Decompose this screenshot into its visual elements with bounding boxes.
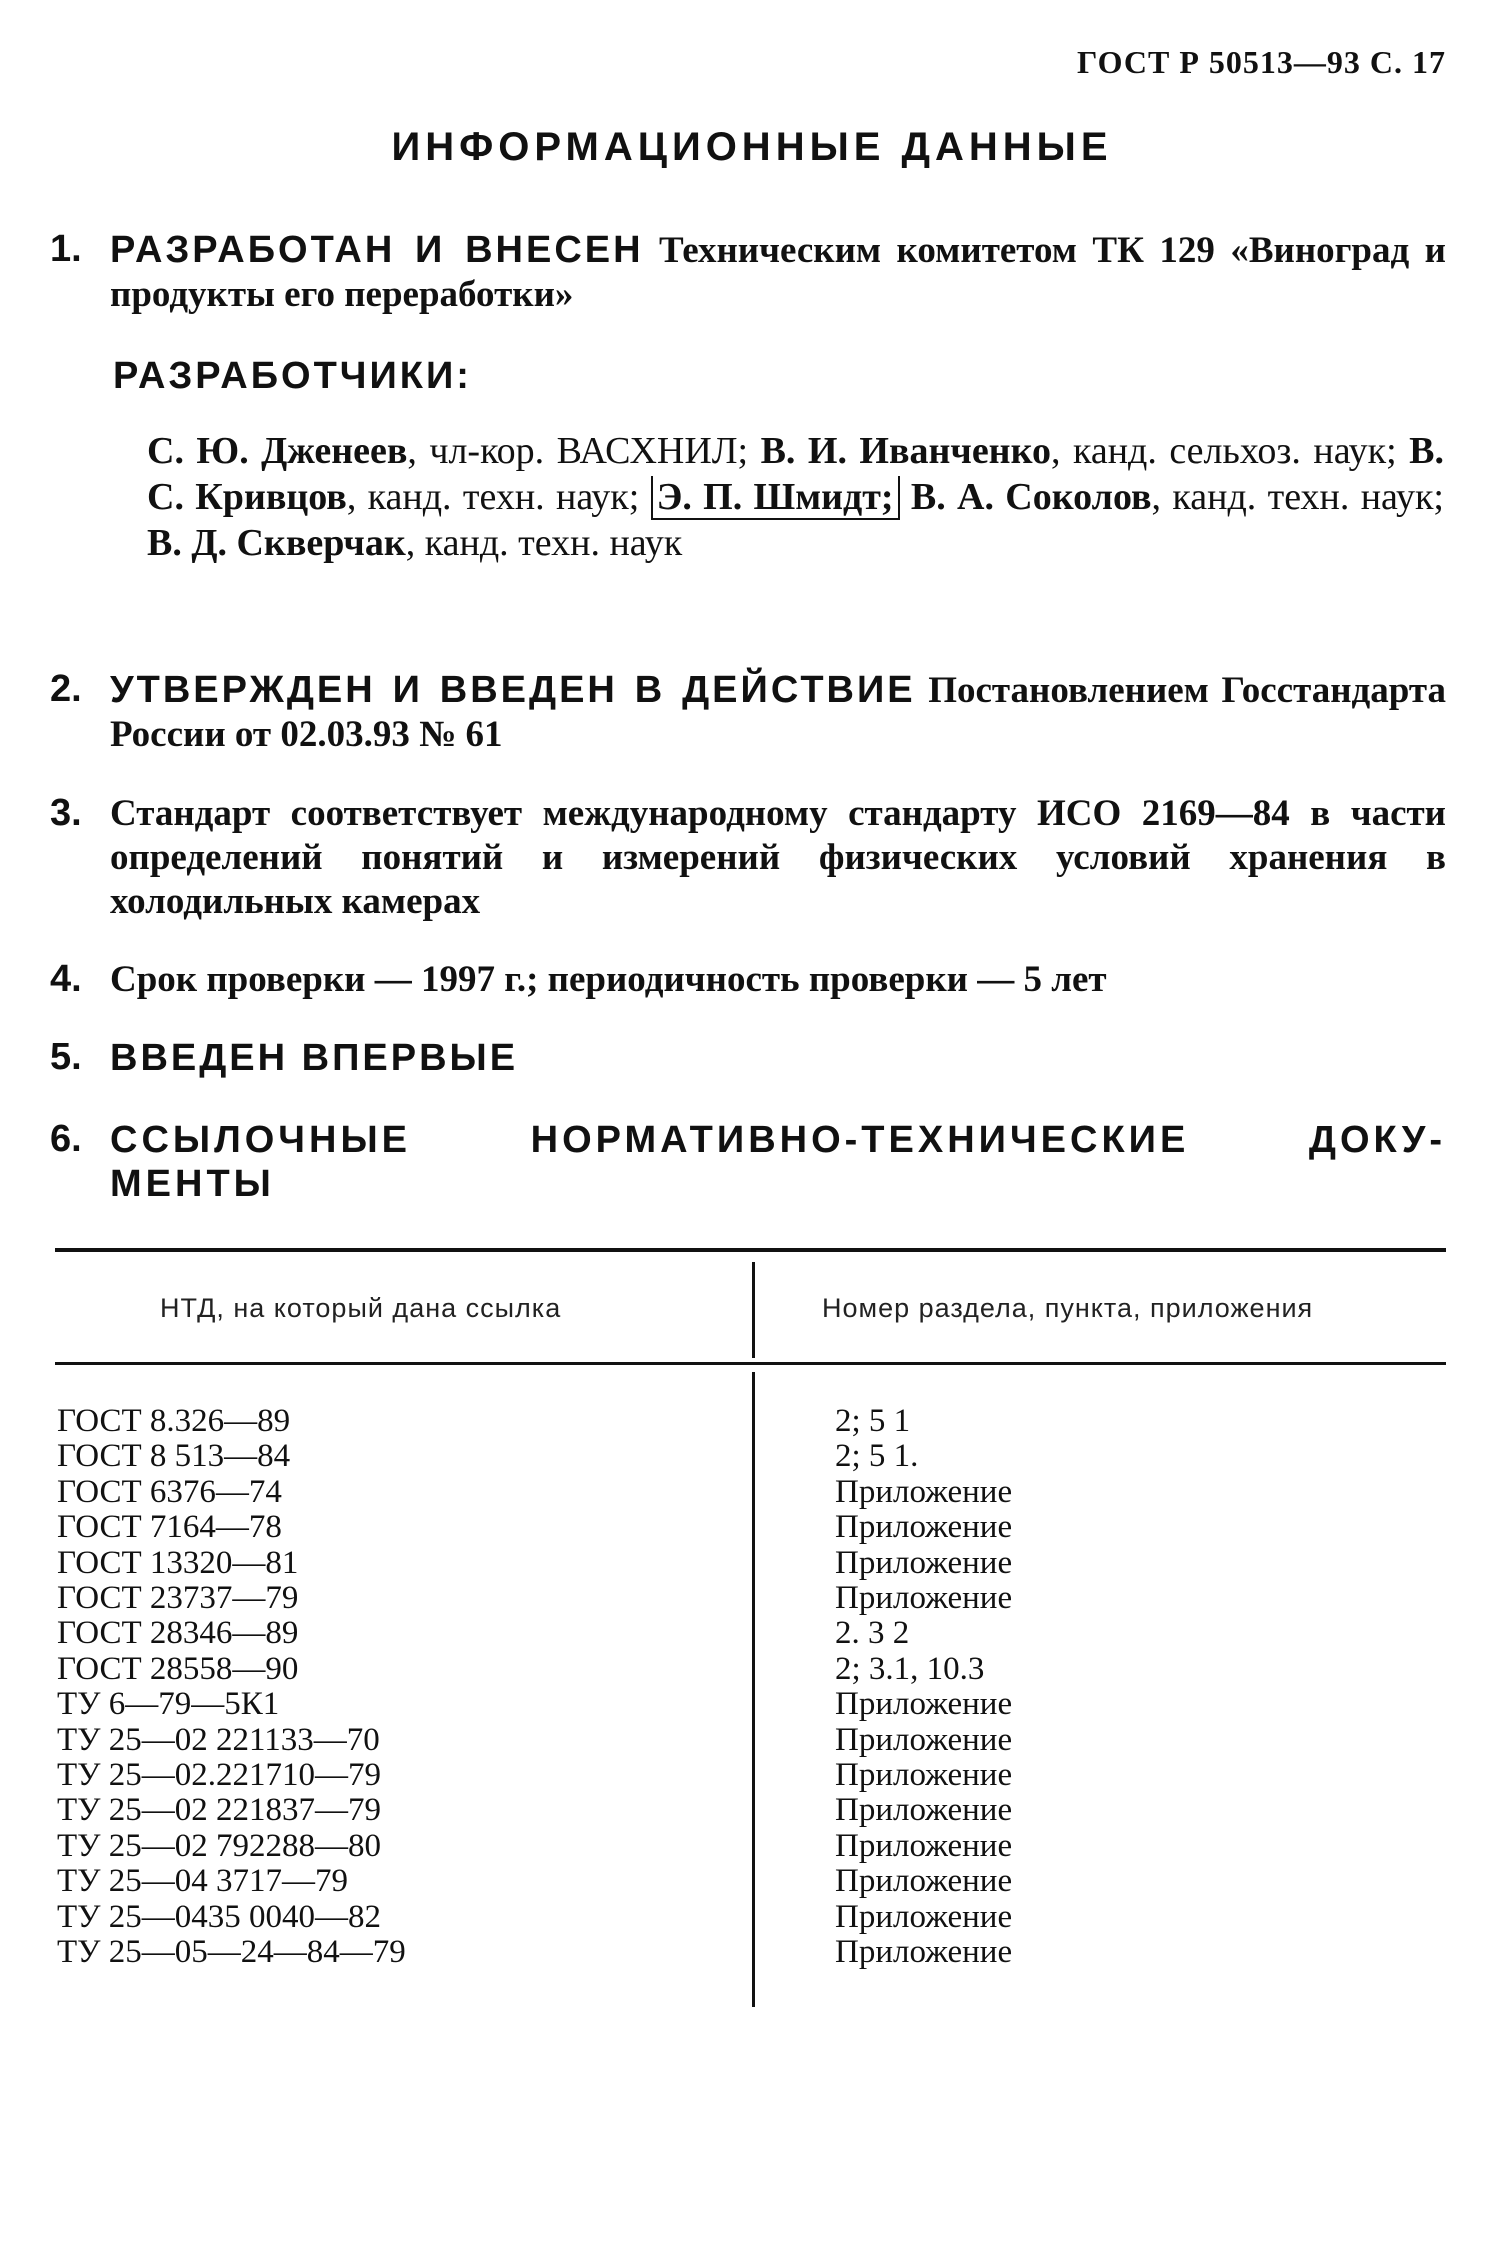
table-cell-document: ГОСТ 13320—81 [57,1544,299,1581]
section-1 [50,228,1446,317]
section-number: 2. [50,668,82,710]
section-text [110,228,1446,317]
table-cell-section: Приложение [835,1757,1013,1794]
section-4 [50,958,1446,1002]
section-3 [50,792,1446,924]
section-6 [50,1118,1446,1206]
table-header-section: Номер раздела, пункта, приложения [822,1293,1314,1323]
table-cell-document: ТУ 25—04 3717—79 [57,1863,349,1900]
section-5 [50,1036,1446,1081]
table-column-divider [752,1262,755,1358]
table-cell-section: Приложение [835,1686,1013,1723]
table-cell-document: ТУ 25—05—24—84—79 [57,1934,406,1971]
table-cell-section: 2; 3.1, 10.3 [835,1650,985,1687]
section-body: Техническим комитетом ТК 129 «Виноград и продукты его переработки» [110,230,1446,315]
author-name: В. С. Кривцов [147,430,1444,518]
table-cell-section: Приложение [835,1898,1013,1935]
author-name: В. А. Соколов [910,476,1152,518]
author-title: , чл-кор. ВАСХНИЛ; [407,430,761,472]
table-cell-section: Приложение [835,1721,1013,1758]
section-heading-line1 [110,1118,1446,1162]
table-cell-document: ГОСТ 28346—89 [57,1615,299,1652]
heading-word: ССЫЛОЧНЫЕ [110,1119,411,1161]
section-heading-line2: МЕНТЫ [110,1163,275,1205]
table-cell-section: Приложение [835,1792,1013,1829]
section-number: 6. [50,1118,82,1160]
table-cell-document: ТУ 25—0435 0040—82 [57,1898,382,1935]
author-name: В. И. Иванченко [760,430,1051,472]
section-body: Постановлением Госстандарта России от 02.03.93 № 61 [110,670,1446,755]
section-number: 5. [50,1036,82,1078]
author-title: , канд. техн. наук [405,522,683,564]
section-body: Стандарт соответствует международному стандарту ИСО 2169—84 в части определений понятий и измерений физических условий хранения в холодильных камерах [110,793,1446,922]
section-body: Срок проверки — 1997 г.; периодичность проверки — 5 лет [110,959,1107,1000]
table-cell-document: ГОСТ 6376—74 [57,1473,282,1510]
author-title: , канд. техн. наук; [1151,476,1444,518]
table-cell-document: ГОСТ 28558—90 [57,1650,299,1687]
section-heading: ВВЕДЕН ВПЕРВЫЕ [110,1037,519,1079]
table-cell-section: Приложение [835,1934,1013,1971]
heading-word: ДОКУ- [1308,1119,1446,1161]
table-cell-section: Приложение [835,1863,1013,1900]
table-cell-document: ТУ 6—79—5К1 [57,1686,280,1723]
table-cell-document: ТУ 25—02 221837—79 [57,1792,382,1829]
table-cell-document: ГОСТ 8.326—89 [57,1403,291,1439]
author-title [900,476,911,518]
table-cell-section: Приложение [835,1544,1013,1581]
section-text [110,668,1446,757]
author-name: В. Д. Скверчак [147,522,406,564]
section-text [110,1036,1446,1081]
page-title: ИНФОРМАЦИОННЫЕ ДАННЫЕ [391,125,1113,169]
table-column-documents [57,1404,406,1971]
table-cell-section: 2; 5 1 [835,1403,911,1439]
authors-list [147,428,1444,566]
table-cell-document: ГОСТ 7164—78 [57,1509,282,1546]
table-cell-document: ТУ 25—02 792288—80 [57,1827,382,1864]
table-cell-document: ГОСТ 8 513—84 [57,1438,291,1475]
table-cell-section: Приложение [835,1509,1013,1546]
section-lead: РАЗРАБОТАН И ВНЕСЕН [110,229,644,271]
section-lead: УТВЕРЖДЕН И ВВЕДЕН В ДЕЙСТВИЕ [110,669,916,711]
table-header-rule [55,1362,1446,1365]
table-header-document: НТД, на который дана ссылка [160,1293,562,1323]
table-column-divider [752,1372,755,2007]
author-name-boxed: Э. П. Шмидт; [651,476,900,520]
table-cell-section: 2; 5 1. [835,1438,919,1475]
table-cell-document: ТУ 25—02 221133—70 [57,1721,380,1758]
section-2 [50,668,1446,757]
section-number: 4. [50,958,82,1000]
table-cell-section: Приложение [835,1580,1013,1617]
table-cell-section: 2. 3 2 [835,1615,910,1652]
section-number: 1. [50,228,82,270]
heading-word: НОРМАТИВНО-ТЕХНИЧЕСКИЕ [530,1119,1190,1161]
table-cell-section: Приложение [835,1473,1013,1510]
author-name: С. Ю. Дженеев [147,430,408,472]
developers-heading: РАЗРАБОТЧИКИ: [113,355,472,397]
section-number: 3. [50,792,82,834]
author-title: , канд. техн. наук; [346,476,651,518]
table-top-rule [55,1248,1446,1252]
running-head: ГОСТ Р 50513—93 С. 17 [1077,44,1446,80]
table-column-sections [835,1404,1012,1971]
author-title: , канд. сельхоз. наук; [1050,430,1410,472]
table-cell-document: ТУ 25—02.221710—79 [57,1757,382,1794]
table-cell-section: Приложение [835,1827,1013,1864]
table-cell-document: ГОСТ 23737—79 [57,1580,299,1617]
